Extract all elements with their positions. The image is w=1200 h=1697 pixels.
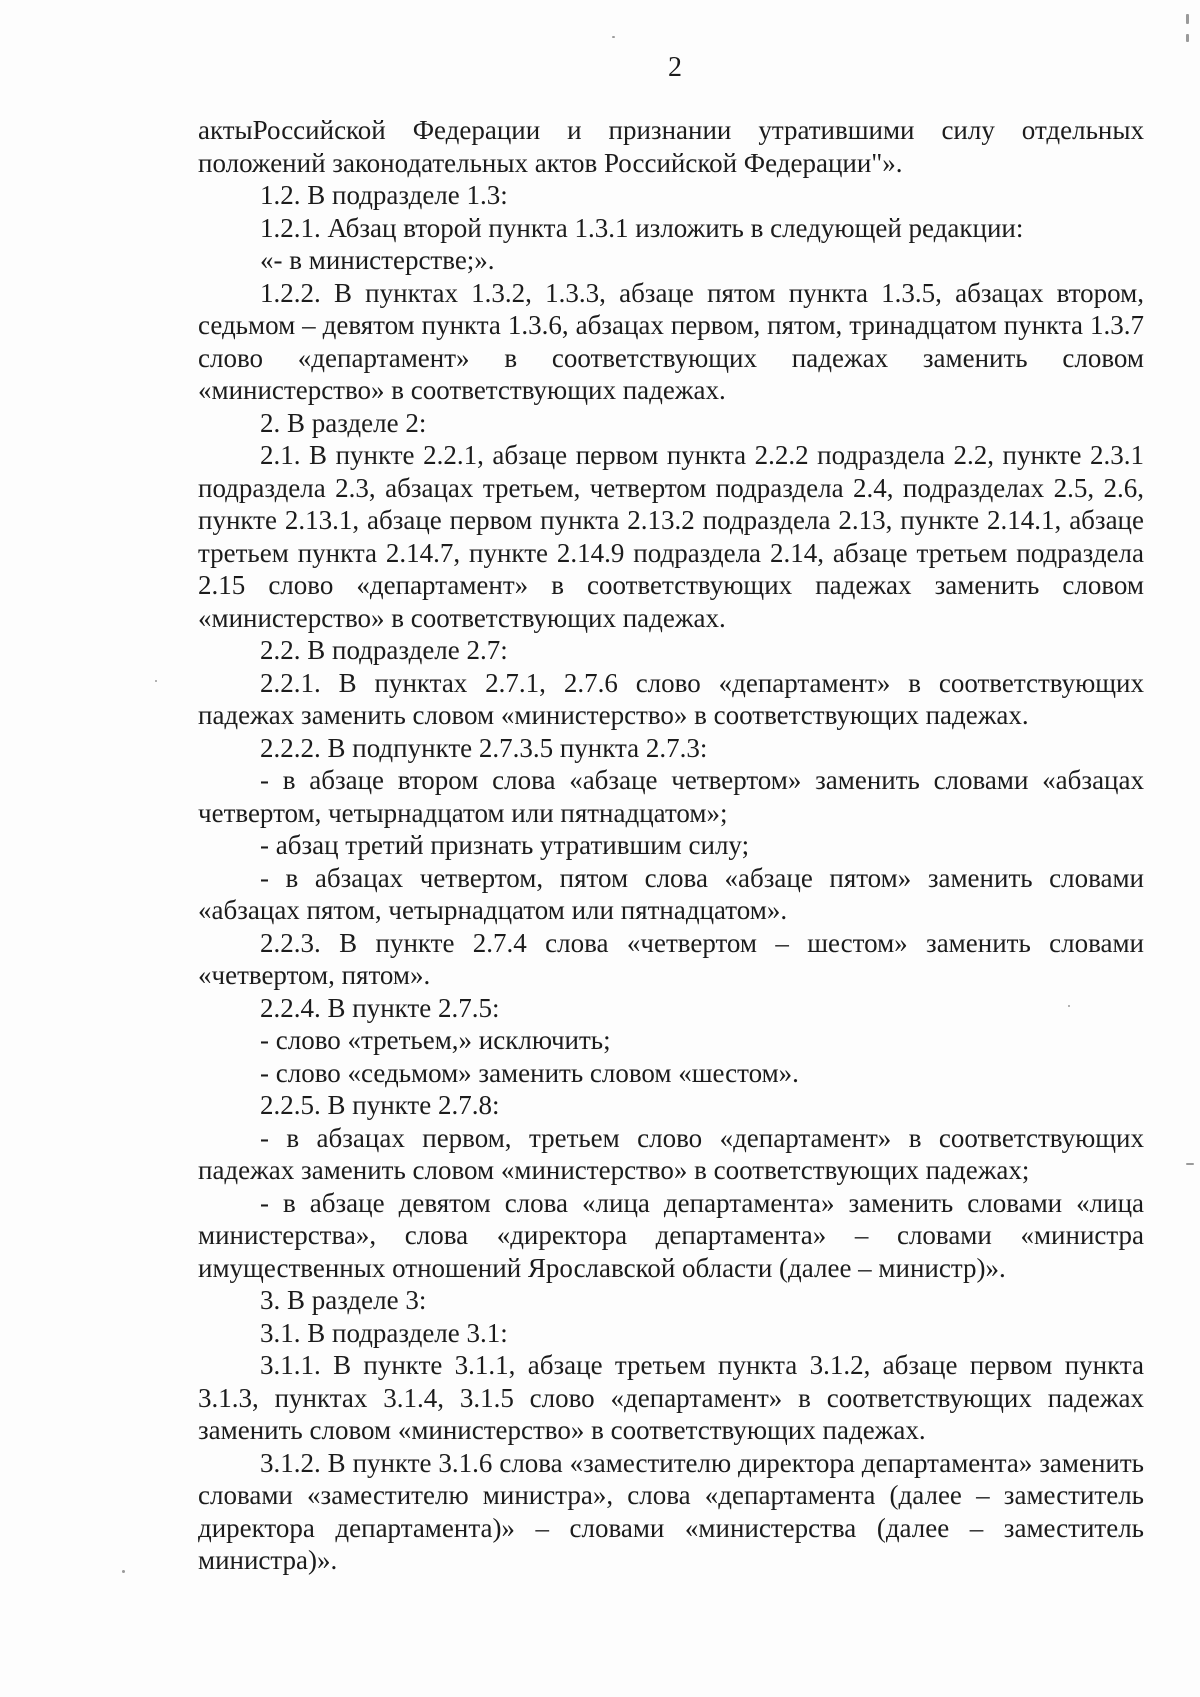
- document-body: [198, 114, 1144, 1577]
- paragraph-2-2-2-item-3: - в абзацах четвертом, пятом слова «абзаце пятом» заменить словами «абзацах пятом, четырнадцатом или пятнадцатом».: [198, 862, 1144, 925]
- paragraph-2-2: 2.2. В подразделе 2.7:: [260, 635, 508, 665]
- scan-speck: [1186, 14, 1189, 24]
- paragraph-1-2-1: 1.2.1. Абзац второй пункта 1.3.1 изложить в следующей редакции:: [260, 212, 1024, 243]
- paragraph-3-1-2: 3.1.2. В пункте 3.1.6 слова «заместителю директора департамента» заменить словами «заместителю министра», слова «департамента (далее – заместитель директора департамента)» – словами «министерства (далее – заместитель министра)».: [198, 1447, 1144, 1575]
- scan-speck: [122, 1570, 125, 1573]
- paragraph-2-2-4: 2.2.4. В пункте 2.7.5:: [260, 992, 500, 1023]
- paragraph-2-2-5-item-1: - в абзацах первом, третьем слово «департамент» в соответствующих падежах заменить словом «министерство» в соответствующих падежах;: [198, 1122, 1144, 1185]
- scan-speck: [155, 680, 157, 682]
- page-number: 2: [668, 52, 682, 83]
- paragraph-3: 3. В разделе 3:: [260, 1285, 427, 1315]
- paragraph-2-2-5: 2.2.5. В пункте 2.7.8:: [260, 1090, 500, 1120]
- paragraph-3-1: 3.1. В подразделе 3.1:: [260, 1317, 508, 1348]
- paragraph-quote-ministry: «- в министерстве;».: [260, 245, 495, 275]
- scan-speck: [1068, 1005, 1070, 1007]
- scan-speck: [1186, 34, 1189, 42]
- paragraph-2-2-1: 2.2.1. В пунктах 2.7.1, 2.7.6 слово «департамент» в соответствующих падежах заменить словом «министерство» в соответствующих падежах.: [198, 667, 1144, 730]
- paragraph-2-1: 2.1. В пункте 2.2.1, абзаце первом пункта 2.2.2 подраздела 2.2, пункте 2.3.1 подраздела 2.3, абзацах третьем, четвертом подраздела 2.4, подразделах 2.5, 2.6, пункте 2.13.1, абзаце первом пункта 2.13.2 подраздела 2.13, пункте 2.14.1, абзаце третьем пункта 2.14.7, пункте 2.14.9 подраздела 2.14, абзаце третьем подраздела 2.15 слово «департамент» в соответствующих падежах заменить словом «министерство» в соответствующих падежах.: [198, 440, 1144, 633]
- paragraph-2-2-5-item-2: - в абзаце девятом слова «лица департамента» заменить словами «лица министерства», слова «директора департамента» – словами «министра имущественных отношений Ярославской области (далее – министр)».: [198, 1187, 1144, 1283]
- paragraph-2-2-3: 2.2.3. В пункте 2.7.4 слова «четвертом – шестом» заменить словами «четвертом, пятом».: [198, 927, 1144, 990]
- paragraph-2-2-2-item-1: - в абзаце втором слова «абзаце четвертом» заменить словами «абзацах четвертом, четырнадцатом или пятнадцатом»;: [198, 765, 1144, 828]
- paragraph-continuation: актыРоссийской Федерации и признании утратившими силу отдельных положений законодательных актов Российской Федерации"».: [198, 115, 1144, 178]
- paragraph-2-2-2: 2.2.2. В подпункте 2.7.3.5 пункта 2.7.3:: [260, 732, 708, 763]
- paragraph-2: 2. В разделе 2:: [260, 407, 427, 438]
- paragraph-2-2-2-item-2: - абзац третий признать утратившим силу;: [260, 830, 750, 860]
- paragraph-3-1-1: 3.1.1. В пункте 3.1.1, абзаце третьем пункта 3.1.2, абзаце первом пункта 3.1.3, пунктах 3.1.4, 3.1.5 слово «департамент» в соответствующих падежах заменить словом «министерство» в соответствующих падежах.: [198, 1350, 1144, 1445]
- paragraph-1-2-2: 1.2.2. В пунктах 1.3.2, 1.3.3, абзаце пятом пункта 1.3.5, абзацах втором, седьмом – девятом пункта 1.3.6, абзацах первом, пятом, тринадцатом пункта 1.3.7 слово «департамент» в соответствующих падежах заменить словом «министерство» в соответствующих падежах.: [198, 277, 1144, 405]
- paragraph-2-2-4-item-1: - слово «третьем,» исключить;: [260, 1025, 611, 1055]
- paragraph-1-2: 1.2. В подразделе 1.3:: [260, 180, 508, 210]
- scan-speck: [612, 36, 615, 38]
- paragraph-2-2-4-item-2: - слово «седьмом» заменить словом «шестом».: [260, 1057, 799, 1088]
- scan-speck: [1186, 1163, 1194, 1165]
